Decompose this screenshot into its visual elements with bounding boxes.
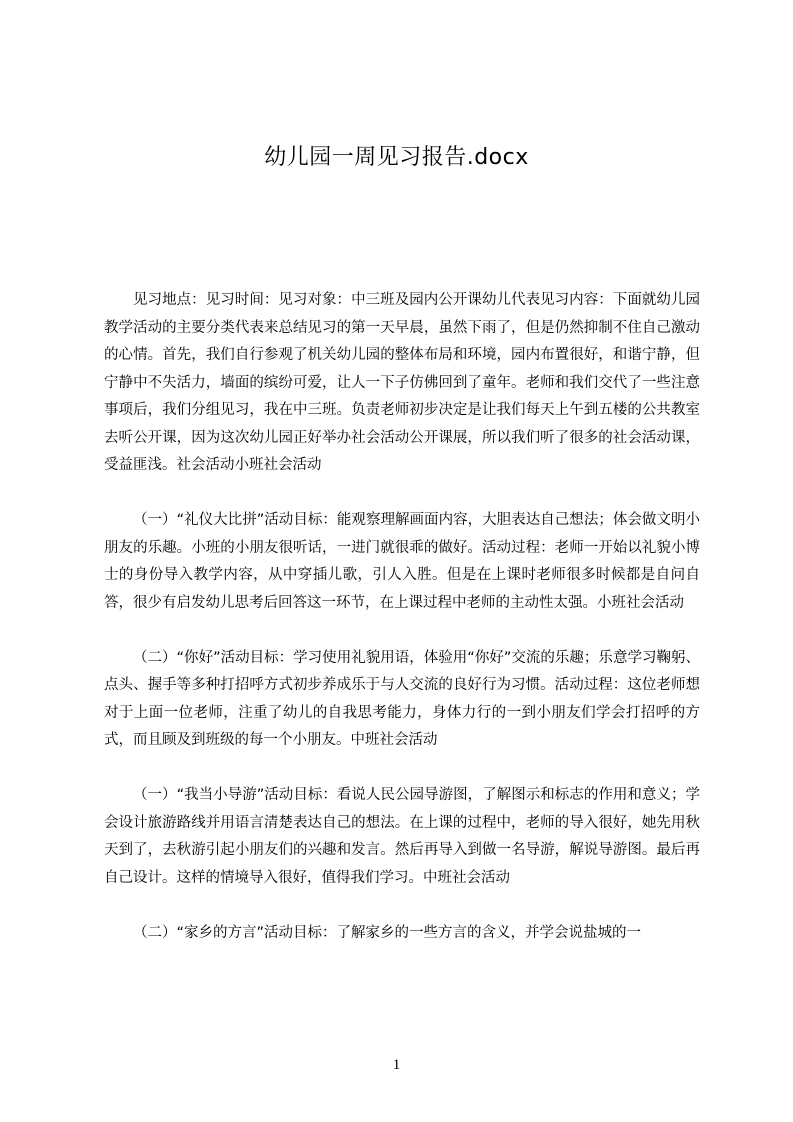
- paragraph-intro: 见习地点：见习时间：见习对象：中三班及园内公开课幼儿代表见习内容：下面就幼儿园教学活动的主要分类代表来总结见习的第一天早晨，虽然下雨了，但是仍然抑制不住自己激动的心情。首先，我们自行参观了机关幼儿园的整体布局和环境，园内布置很好，和谐宁静，但宁静中不失活力，墙面的缤纷可爱，让人一下子仿佛回到了童年。老师和我们交代了一些注意事项后，我们分组见习，我在中三班。负责老师初步决定是让我们每天上午到五楼的公共教室去听公开课，因为这次幼儿园正好举办社会活动公开课展，所以我们听了很多的社会活动课，受益匪浅。社会活动小班社会活动: [104, 292, 700, 473]
- paragraph-middle-class-activity-1: （一）“我当小导游”活动目标：看说人民公园导游图，了解图示和标志的作用和意义；学会设计旅游路线并用语言清楚表达自己的想法。在上课的过程中，老师的导入很好，她先用秋天到了，去秋游引起小朋友们的兴趣和发言。然后再导入到做一名导游，解说导游图。最后再自己设计。这样的情境导入很好，值得我们学习。中班社会活动: [104, 787, 700, 886]
- paragraph-middle-class-activity-2: （二）“家乡的方言”活动目标：了解家乡的一些方言的含义，并学会说盐城的一: [133, 924, 642, 941]
- document-body: [104, 287, 700, 975]
- paragraph-small-class-activity-1: （一）“礼仪大比拼”活动目标：能观察理解画面内容，大胆表达自己想法；体会做文明小朋友的乐趣。小班的小朋友很听话，一进门就很乖的做好。活动过程：老师一开始以礼貌小博士的身份导入教学内容，从中穿插儿歌，引人入胜。但是在上课时老师很多时候都是自问自答，很少有启发幼儿思考后回答这一环节，在上课过程中老师的主动性太强。小班社会活动: [104, 512, 700, 611]
- paragraph-small-class-activity-2: （二）“你好”活动目标：学习使用礼貌用语，体验用“你好”交流的乐趣；乐意学习鞠躬、点头、握手等多种打招呼方式初步养成乐于与人交流的良好行为习惯。活动过程：这位老师想对于上面一位老师，注重了幼儿的自我思考能力，身体力行的一到小朋友们学会打招呼的方式，而且顾及到班级的每一个小朋友。中班社会活动: [104, 649, 700, 748]
- document-title: 幼儿园一周见习报告.docx: [264, 145, 529, 170]
- page-number: 1: [392, 1057, 401, 1073]
